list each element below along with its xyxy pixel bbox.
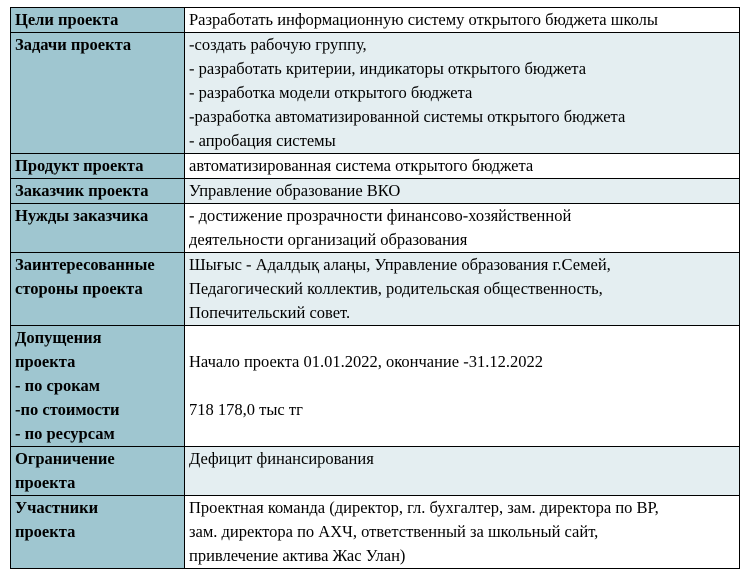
value-line: Начало проекта 01.01.2022, окончание -31.12.2022 [189, 352, 543, 371]
row-customer [11, 179, 740, 204]
row-goals [11, 8, 740, 33]
project-charter-table [10, 7, 740, 569]
label-line: - по ресурсам [15, 424, 115, 443]
row-tasks [11, 33, 740, 154]
assumptions-label [11, 326, 185, 447]
value-line: зам. директора по АХЧ, ответственный за школьный сайт, [189, 522, 599, 541]
constraints-value [185, 447, 740, 496]
value-line: Проектная команда (директор, гл. бухгалтер, зам. директора по ВР, [189, 498, 659, 517]
label-line: Заказчик проекта [15, 181, 149, 200]
spacer [189, 326, 735, 350]
value-line: Попечительский совет. [189, 303, 351, 322]
product-value [185, 154, 740, 179]
label-line: проекта [15, 473, 76, 492]
row-participants [11, 496, 740, 569]
spacer [189, 422, 735, 446]
label-line: проекта [15, 522, 76, 541]
row-product [11, 154, 740, 179]
constraints-label [11, 447, 185, 496]
goals-label [11, 8, 185, 33]
value-line: - апробация системы [189, 131, 336, 150]
value-line: -создать рабочую группу, [189, 35, 367, 54]
label-line: Нужды заказчика [15, 206, 149, 225]
value-line: привлечение актива Жас Улан) [189, 546, 406, 565]
label-line: стороны проекта [15, 279, 143, 298]
value-line: автоматизированная система открытого бюджета [189, 156, 534, 175]
value-line: 718 178,0 тыс тг [189, 400, 303, 419]
label-line: Участники [15, 498, 99, 517]
label-line: Ограничение [15, 449, 115, 468]
value-line: -разработка автоматизированной системы открытого бюджета [189, 107, 626, 126]
label-line: -по стоимости [15, 400, 120, 419]
customer-label [11, 179, 185, 204]
row-stakeholders [11, 253, 740, 326]
tasks-label [11, 33, 185, 154]
row-assumptions [11, 326, 740, 447]
participants-label [11, 496, 185, 569]
label-line: Продукт проекта [15, 156, 144, 175]
row-constraints [11, 447, 740, 496]
value-line: - разработка модели открытого бюджета [189, 83, 473, 102]
stakeholders-label [11, 253, 185, 326]
label-line: Цели проекта [15, 10, 119, 29]
value-line: - достижение прозрачности финансово-хозяйственной [189, 206, 572, 225]
value-line: Разработать информационную систему открытого бюджета школы [189, 10, 658, 29]
spacer [189, 374, 735, 398]
label-line: - по срокам [15, 376, 100, 395]
value-line: Педагогический коллектив, родительская общественность, [189, 279, 603, 298]
assumptions-value [185, 326, 740, 447]
customer-value [185, 179, 740, 204]
stakeholders-value [185, 253, 740, 326]
tasks-value [185, 33, 740, 154]
value-line: Дефицит финансирования [189, 449, 374, 468]
value-line: Управление образование ВКО [189, 181, 401, 200]
product-label [11, 154, 185, 179]
participants-value [185, 496, 740, 569]
value-line: - разработать критерии, индикаторы открытого бюджета [189, 59, 587, 78]
needs-value [185, 204, 740, 253]
label-line: Задачи проекта [15, 35, 132, 54]
needs-label [11, 204, 185, 253]
label-line: Заинтересованные [15, 255, 155, 274]
label-line: Допущения [15, 328, 102, 347]
row-needs [11, 204, 740, 253]
label-line: проекта [15, 352, 76, 371]
value-line: деятельности организаций образования [189, 230, 468, 249]
value-line: Шығыс - Адалдық алаңы, Управление образования г.Семей, [189, 255, 611, 274]
goals-value [185, 8, 740, 33]
